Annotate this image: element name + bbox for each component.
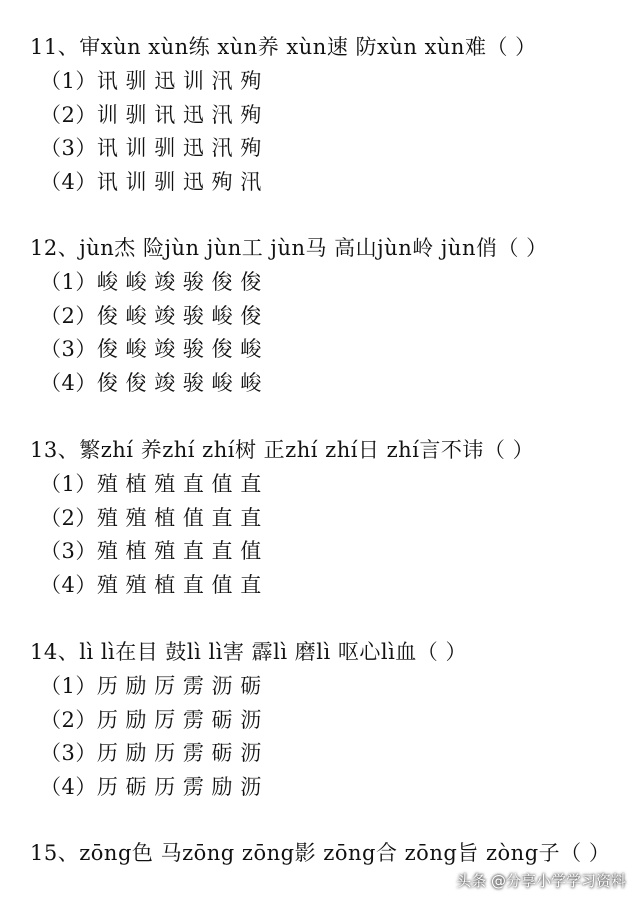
question-13-stem: 13、繁zhí 养zhí zhí树 正zhí zhí日 zhí言不讳（ ） — [30, 438, 535, 462]
question-12-option-2: （2）俊 峻 竣 骏 峻 俊 — [40, 304, 262, 328]
question-14-option-3: （3）历 励 历 雳 砺 沥 — [40, 741, 262, 765]
question-11-stem: 11、审xùn xùn练 xùn养 xùn速 防xùn xùn难（ ） — [30, 35, 537, 59]
question-12-option-1: （1）峻 峻 竣 骏 俊 俊 — [40, 270, 262, 294]
question-12-option-3: （3）俊 峻 竣 骏 俊 峻 — [40, 337, 262, 361]
question-13-option-2: （2）殖 殖 植 值 直 直 — [40, 506, 262, 530]
question-13-option-1: （1）殖 植 殖 直 值 直 — [40, 472, 262, 496]
question-14-stem: 14、lì lì在目 鼓lì lì害 霹lì 磨lì 呕心lì血（ ） — [30, 640, 467, 664]
question-12-option-4: （4）俊 俊 竣 骏 峻 峻 — [40, 371, 262, 395]
question-13-option-3: （3）殖 植 殖 直 直 值 — [40, 539, 262, 563]
question-12-stem: 12、jùn杰 险jùn jùn工 jùn马 高山jùn岭 jùn俏（ ） — [30, 236, 548, 260]
question-11-option-4: （4）讯 训 驯 迅 殉 汛 — [40, 170, 262, 194]
question-13-option-4: （4）殖 殖 植 直 值 直 — [40, 573, 262, 597]
question-11-option-3: （3）讯 训 驯 迅 汛 殉 — [40, 136, 262, 160]
question-15-stem: 15、zōng色 马zōng zōng影 zōng合 zōng旨 zòng子（ ） — [30, 841, 611, 865]
watermark-label: 头条 @分享小学学习资料 — [456, 872, 626, 890]
question-11-option-1: （1）讯 驯 迅 训 汛 殉 — [40, 69, 262, 93]
question-14-option-4: （4）历 砺 历 雳 励 沥 — [40, 775, 262, 799]
question-11-option-2: （2）训 驯 讯 迅 汛 殉 — [40, 103, 262, 127]
question-14-option-1: （1）历 励 厉 雳 沥 砺 — [40, 674, 262, 698]
question-14-option-2: （2）历 励 厉 雳 砺 沥 — [40, 708, 262, 732]
